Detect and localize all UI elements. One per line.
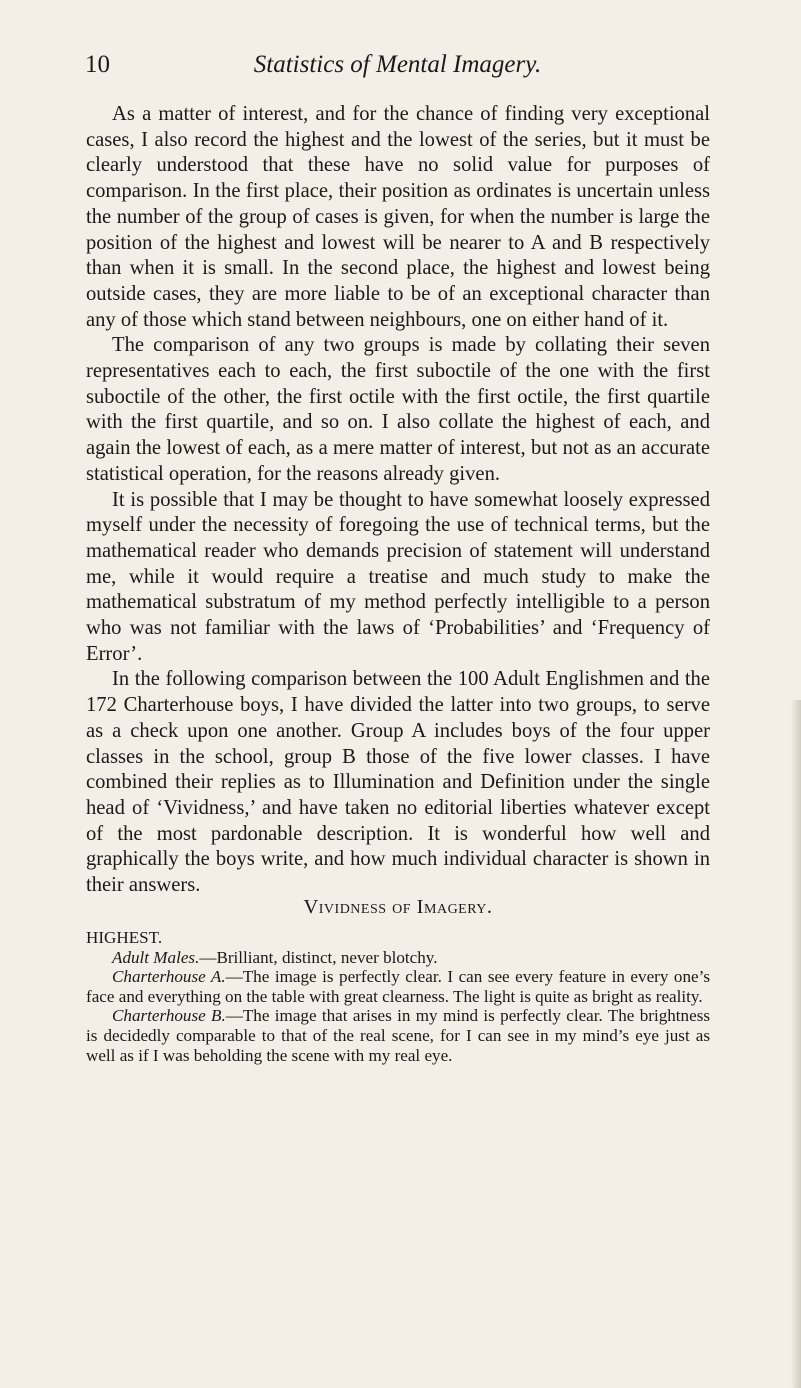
level-label: HIGHEST. (86, 928, 163, 947)
page-edge-shadow (791, 700, 801, 1388)
quotes-block (86, 928, 710, 1065)
quote-source: Adult Males. (112, 947, 200, 967)
quote-source: Charterhouse B. (112, 1006, 226, 1026)
running-title: Statistics of Mental Imagery. (253, 51, 542, 78)
paragraph-charterhouse: In the following comparison between the 100 Adult Englishmen and the 172 Charterhouse boys, I have divided the latter into two groups, to serve as a check upon one another. Group A includes boys of the four upper classes in the school, group B those of the five lower classes. I have combined their replies as to Illumination and Definition under the single head of ‘Vividness,’ and have taken no editorial liberties whatever except of the most pardonable description. It is wonderful how well and graphically the boys write, and how much individual character is shown in their answers. (86, 668, 710, 897)
quote-text: —The image that arises in my mind is perfectly clear. The brightness is decidedly comparable to that of the real scene, for I can see in my mind’s eye just as well as if I was beholding the scene with my real eye. (86, 1006, 710, 1065)
quote-entry (86, 948, 710, 968)
running-head (85, 48, 710, 82)
paragraph-extremes: As a matter of interest, and for the chance of finding very exceptional cases, I also record the highest and the lowest of the series, but it must be clearly understood that these have no solid value for purposes of comparison. In the first place, their position as ordinates is uncertain unless the number of the group of cases is given, for when the number is large the position of the highest and lowest will be nearer to A and B respectively than when it is small. In the second place, the highest and lowest being outside cases, they are more liable to be of an exceptional character than any of those which stand between neighbours, one on either hand of it. (86, 103, 710, 331)
paragraph-technical-terms: It is possible that I may be thought to have somewhat loosely expressed myself under the necessity of foregoing the use of technical terms, but the mathematical reader who demands precision of statement will understand me, while it would require a treatise and much study to make the mathematical substratum of my method perfectly intelligible to a person who was not familiar with the laws of ‘Probabilities’ and ‘Frequency of Error’. (86, 488, 710, 665)
section-heading: Vividness of Imagery. (303, 896, 493, 918)
page-number: 10 (85, 51, 110, 78)
quote-entry (86, 967, 710, 1006)
body-text (86, 102, 710, 899)
quote-entry (86, 1006, 710, 1065)
quote-source: Charterhouse A. (112, 967, 226, 987)
quote-text: —Brilliant, distinct, never blotchy. (199, 947, 438, 967)
paragraph-comparison: The comparison of any two groups is made by collating their seven representatives each to each, the first suboctile of the one with the first suboctile of the other, the first octile with the first octile, the first quartile with the first quartile, and so on. I also collate the highest of each, and again the lowest of each, as a mere matter of interest, but not as an accurate statistical operation, for the reasons already given. (86, 334, 710, 485)
quote-text: —The image is perfectly clear. I can see every feature in every one’s face and everything on the table with great clearness. The light is quite as bright as reality. (86, 967, 710, 1006)
